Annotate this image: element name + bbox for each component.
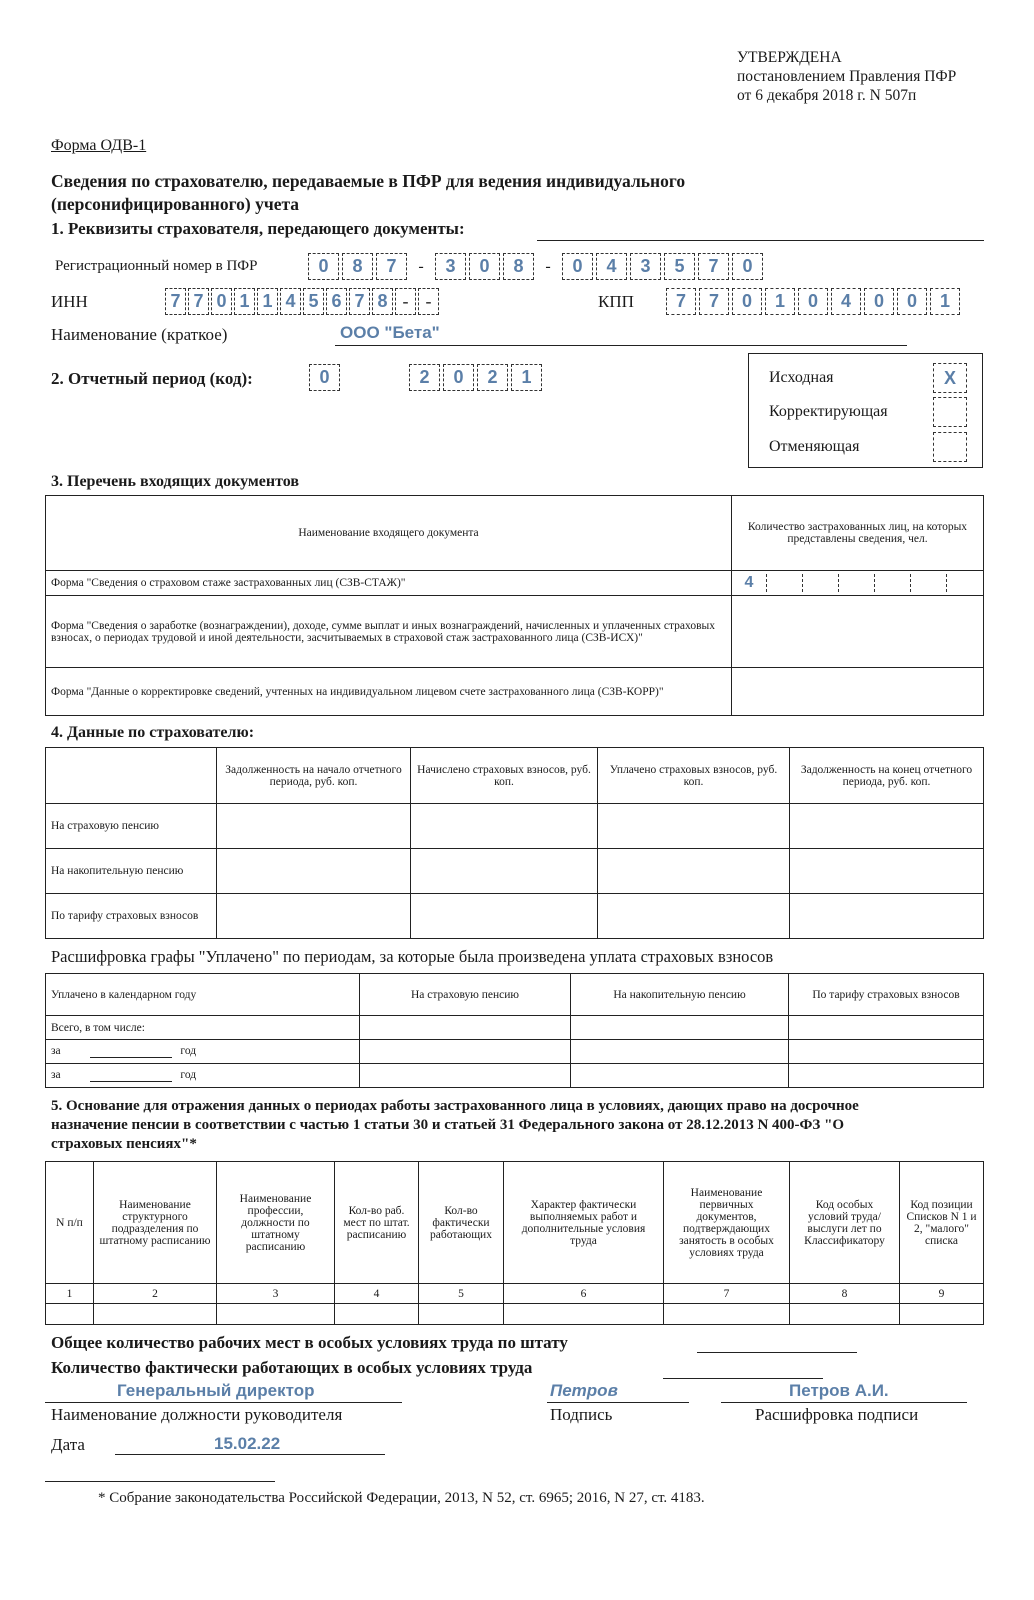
breakdown-cell[interactable] — [360, 1064, 571, 1088]
insurer-row-label: По тарифу страховых взносов — [46, 894, 217, 939]
reg-cell[interactable]: 0 — [469, 253, 500, 280]
insurer-cell[interactable] — [217, 804, 411, 849]
inn-cell-blank[interactable]: - — [395, 288, 416, 315]
period-cell[interactable]: 0 — [309, 364, 340, 391]
kpp-cell[interactable]: 1 — [930, 288, 960, 315]
breakdown-cell[interactable] — [571, 1016, 789, 1040]
sc-cell[interactable] — [900, 1304, 984, 1325]
date-value[interactable]: 15.02.22 — [214, 1434, 281, 1453]
insurer-col: Начислено страховых взносов, руб. коп. — [411, 748, 598, 804]
sc-num: 9 — [900, 1284, 984, 1304]
inn-cell[interactable]: 7 — [188, 288, 209, 315]
reg-number-cells — [308, 253, 766, 280]
sc-num: 7 — [664, 1284, 790, 1304]
breakdown-cell[interactable] — [789, 1016, 984, 1040]
decoding-value[interactable]: Петров А.И. — [789, 1381, 889, 1400]
year-cell[interactable]: 2 — [477, 364, 508, 391]
inn-label: ИНН — [51, 292, 88, 311]
reg-cell[interactable]: 7 — [698, 253, 729, 280]
sc-num: 6 — [504, 1284, 664, 1304]
breakdown-cell[interactable] — [360, 1040, 571, 1064]
decoding-underline — [721, 1402, 967, 1403]
breakdown-year-row — [46, 1040, 360, 1064]
insurer-cell[interactable] — [598, 804, 790, 849]
za-label: за — [51, 1045, 61, 1057]
type-initial-checkbox[interactable]: X — [933, 363, 967, 393]
sc-col: Кол-во фактически работающих — [419, 1162, 504, 1284]
sc-col: Код позиции Списков N 1 и 2, "малого" списка — [900, 1162, 984, 1284]
kpp-cell[interactable]: 0 — [864, 288, 894, 315]
section5-heading-line3: страховых пенсиях"* — [51, 1136, 197, 1152]
sc-col: Наименование первичных документов, подтверждающих занятость в особых условиях труда — [664, 1162, 790, 1284]
name-label: Наименование (краткое) — [51, 325, 228, 344]
special-conditions-table — [45, 1161, 984, 1325]
doc-row-name: Форма "Сведения о заработке (вознаграждении), доходе, сумме выплат и иных вознаграждений, начисленных и уплаченных страховых взносах, о периодах трудовой и иной деятельности, засчитываемых в страховой стаж застрахованного лица (СЗВ-ИСХ)" — [46, 596, 732, 668]
reg-cell[interactable]: 5 — [664, 253, 695, 280]
sc-cell[interactable] — [790, 1304, 900, 1325]
insurer-col: Задолженность на конец отчетного периода, руб. коп. — [790, 748, 984, 804]
date-underline — [115, 1454, 385, 1455]
breakdown-cell[interactable] — [571, 1064, 789, 1088]
decoding-label: Расшифровка подписи — [755, 1405, 919, 1424]
signature-underline — [547, 1402, 689, 1403]
sc-cell[interactable] — [335, 1304, 419, 1325]
footnote: * Собрание законодательства Российской Федерации, 2013, N 52, ст. 6965; 2016, N 27, ст. 4183. — [98, 1490, 705, 1506]
sc-cell[interactable] — [217, 1304, 335, 1325]
type-corrective-label: Корректирующая — [769, 403, 888, 420]
breakdown-cell[interactable] — [360, 1016, 571, 1040]
position-underline — [45, 1402, 402, 1403]
section5-heading-line1: 5. Основание для отражения данных о периодах работы застрахованного лица в условиях, дающих право на досрочное — [51, 1098, 859, 1114]
doc-row-name: Форма "Сведения о страховом стаже застрахованных лиц (СЗВ-СТАЖ)" — [46, 571, 732, 596]
page-title — [51, 170, 685, 216]
sc-num: 5 — [419, 1284, 504, 1304]
sc-col: Характер фактически выполняемых работ и дополнительные условия труда — [504, 1162, 664, 1284]
insurer-cell[interactable] — [411, 894, 598, 939]
position-value[interactable]: Генеральный директор — [117, 1381, 315, 1400]
reg-cell[interactable]: 0 — [308, 253, 339, 280]
count-cell[interactable]: 4 — [732, 574, 767, 592]
reg-cell[interactable]: 8 — [503, 253, 534, 280]
insurer-cell[interactable] — [411, 804, 598, 849]
sc-cell[interactable] — [664, 1304, 790, 1325]
approval-line1: УТВЕРЖДЕНА — [737, 49, 842, 66]
doc-col-name: Наименование входящего документа — [46, 496, 732, 571]
type-corrective-checkbox[interactable] — [933, 397, 967, 427]
form-code: Форма ОДВ-1 — [51, 137, 147, 154]
za-label: за — [51, 1069, 61, 1081]
sc-cell[interactable] — [419, 1304, 504, 1325]
year-cells — [409, 364, 545, 391]
insurer-col: Задолженность на начало отчетного периода, руб. коп. — [217, 748, 411, 804]
inn-cell[interactable]: 5 — [303, 288, 324, 315]
kpp-label: КПП — [598, 292, 634, 311]
sc-col: Наименование профессии, должности по штатному расписанию — [217, 1162, 335, 1284]
breakdown-col: По тарифу страховых взносов — [789, 974, 984, 1016]
reg-cell[interactable]: 7 — [376, 253, 407, 280]
insurer-cell[interactable] — [790, 894, 984, 939]
breakdown-col: Уплачено в календарном году — [46, 974, 360, 1016]
kpp-cell[interactable]: 1 — [765, 288, 795, 315]
section4-heading: 4. Данные по страхователю: — [51, 724, 255, 741]
doc-row-count[interactable] — [732, 571, 984, 596]
section1-line — [537, 240, 984, 241]
type-initial-label: Исходная — [769, 369, 834, 386]
sc-cell[interactable] — [46, 1304, 94, 1325]
total-places-label: Общее количество рабочих мест в особых условиях труда по штату — [51, 1333, 568, 1352]
name-value[interactable]: ООО "Бета" — [340, 323, 440, 342]
insurer-cell[interactable] — [411, 849, 598, 894]
kpp-cell[interactable]: 0 — [732, 288, 762, 315]
position-label: Наименование должности руководителя — [51, 1405, 343, 1424]
year-blank[interactable] — [90, 1069, 172, 1082]
inn-cell[interactable]: 4 — [280, 288, 301, 315]
total-places-line[interactable] — [697, 1352, 857, 1353]
insurer-cell[interactable] — [217, 894, 411, 939]
insurer-corner-cell — [46, 748, 217, 804]
date-label: Дата — [51, 1435, 85, 1454]
section2-heading: 2. Отчетный период (код): — [51, 369, 253, 388]
reg-separator: - — [545, 257, 551, 275]
breakdown-cell[interactable] — [789, 1064, 984, 1088]
kpp-cell[interactable]: 0 — [798, 288, 828, 315]
breakdown-col: На накопительную пенсию — [571, 974, 789, 1016]
title-line1: Сведения по страхователю, передаваемые в ПФР для ведения индивидуального — [51, 171, 686, 191]
breakdown-year-row — [46, 1064, 360, 1088]
count-cell[interactable] — [911, 574, 947, 592]
inn-cell[interactable]: 6 — [326, 288, 347, 315]
kpp-cell[interactable]: 4 — [831, 288, 861, 315]
sc-col: Кол-во раб. мест по штат. расписанию — [335, 1162, 419, 1284]
reg-cell[interactable]: 3 — [435, 253, 466, 280]
approval-block — [737, 48, 956, 105]
section5-heading-line2: назначение пенсии в соответствии с частью 1 статьи 30 и статьей 31 Федерального закона от 28.12.2013 N 400-ФЗ "О — [51, 1117, 845, 1133]
breakdown-col: На страховую пенсию — [360, 974, 571, 1016]
count-cell[interactable] — [767, 574, 803, 592]
footnote-rule — [45, 1481, 275, 1482]
year-cell[interactable]: 2 — [409, 364, 440, 391]
approval-line2: постановлением Правления ПФР — [737, 68, 957, 85]
actual-workers-line[interactable] — [663, 1378, 823, 1379]
year-cell[interactable]: 0 — [443, 364, 474, 391]
inn-cell[interactable]: 1 — [257, 288, 278, 315]
count-cell[interactable] — [803, 574, 839, 592]
reg-label: Регистрационный номер в ПФР — [55, 258, 258, 274]
breakdown-cell[interactable] — [789, 1040, 984, 1064]
breakdown-total-label: Всего, в том числе: — [46, 1016, 360, 1040]
inn-cell[interactable]: 7 — [349, 288, 370, 315]
period-code-cells — [309, 364, 343, 391]
reg-separator: - — [418, 257, 424, 275]
reg-cell[interactable]: 4 — [596, 253, 627, 280]
sc-num: 8 — [790, 1284, 900, 1304]
section1-heading: 1. Реквизиты страхователя, передающего документы: — [51, 219, 465, 238]
inn-cell[interactable]: 0 — [211, 288, 232, 315]
insurer-cell[interactable] — [790, 849, 984, 894]
type-cancel-label: Отменяющая — [769, 438, 860, 455]
insurer-cell[interactable] — [217, 849, 411, 894]
kpp-cell[interactable]: 7 — [699, 288, 729, 315]
reg-cell[interactable]: 0 — [732, 253, 763, 280]
count-cell[interactable] — [875, 574, 911, 592]
insurer-data-table — [45, 747, 984, 939]
inn-cell[interactable]: 1 — [234, 288, 255, 315]
breakdown-table — [45, 973, 984, 1088]
sc-col: N п/п — [46, 1162, 94, 1284]
reg-cell[interactable]: 8 — [342, 253, 373, 280]
doc-row-count[interactable] — [732, 596, 984, 668]
year-cell[interactable]: 1 — [511, 364, 542, 391]
count-cells — [732, 574, 983, 592]
insurer-row-label: На накопительную пенсию — [46, 849, 217, 894]
inn-cells — [165, 288, 441, 315]
approval-line3: от 6 декабря 2018 г. N 507п — [737, 87, 917, 104]
kpp-cell[interactable]: 0 — [897, 288, 927, 315]
kpp-cells — [666, 288, 963, 315]
section5-heading — [51, 1097, 859, 1154]
doc-col-count: Количество застрахованных лиц, на которых представлены сведения, чел. — [732, 496, 984, 571]
sc-cell[interactable] — [504, 1304, 664, 1325]
type-cancel-checkbox[interactable] — [933, 432, 967, 462]
reg-cell[interactable]: 3 — [630, 253, 661, 280]
doc-row-name: Форма "Данные о корректировке сведений, учтенных на индивидуальном лицевом счете застрахованного лица (СЗВ-КОРР)" — [46, 668, 732, 716]
sc-num: 2 — [94, 1284, 217, 1304]
sc-num: 4 — [335, 1284, 419, 1304]
signature-label: Подпись — [550, 1405, 613, 1424]
insurer-cell[interactable] — [598, 849, 790, 894]
section3-heading: 3. Перечень входящих документов — [51, 473, 299, 490]
insurer-cell[interactable] — [790, 804, 984, 849]
year-blank[interactable] — [90, 1045, 172, 1058]
insurer-row-label: На страховую пенсию — [46, 804, 217, 849]
signature-value[interactable]: Петров — [550, 1381, 618, 1400]
breakdown-cell[interactable] — [571, 1040, 789, 1064]
sc-col: Код особых условий труда/ выслуги лет по Классификатору — [790, 1162, 900, 1284]
inn-cell-blank[interactable]: - — [418, 288, 439, 315]
inn-cell[interactable]: 7 — [165, 288, 186, 315]
sc-num: 3 — [217, 1284, 335, 1304]
sc-num: 1 — [46, 1284, 94, 1304]
name-underline — [335, 345, 907, 346]
count-cell[interactable] — [839, 574, 875, 592]
actual-workers-label: Количество фактически работающих в особых условиях труда — [51, 1358, 533, 1377]
kpp-cell[interactable]: 7 — [666, 288, 696, 315]
god-label: год — [180, 1069, 197, 1081]
breakdown-heading: Расшифровка графы "Уплачено" по периодам, за которые была произведена уплата страховых взносов — [51, 947, 774, 966]
god-label: год — [180, 1045, 197, 1057]
inn-cell[interactable]: 8 — [372, 288, 393, 315]
doc-row-count[interactable] — [732, 668, 984, 716]
insurer-cell[interactable] — [598, 894, 790, 939]
documents-table — [45, 495, 984, 716]
title-line2: (персонифицированного) учета — [51, 194, 300, 214]
report-type-box — [748, 353, 983, 468]
sc-col: Наименование структурного подразделения по штатному расписанию — [94, 1162, 217, 1284]
insurer-col: Уплачено страховых взносов, руб. коп. — [598, 748, 790, 804]
sc-cell[interactable] — [94, 1304, 217, 1325]
reg-cell[interactable]: 0 — [562, 253, 593, 280]
